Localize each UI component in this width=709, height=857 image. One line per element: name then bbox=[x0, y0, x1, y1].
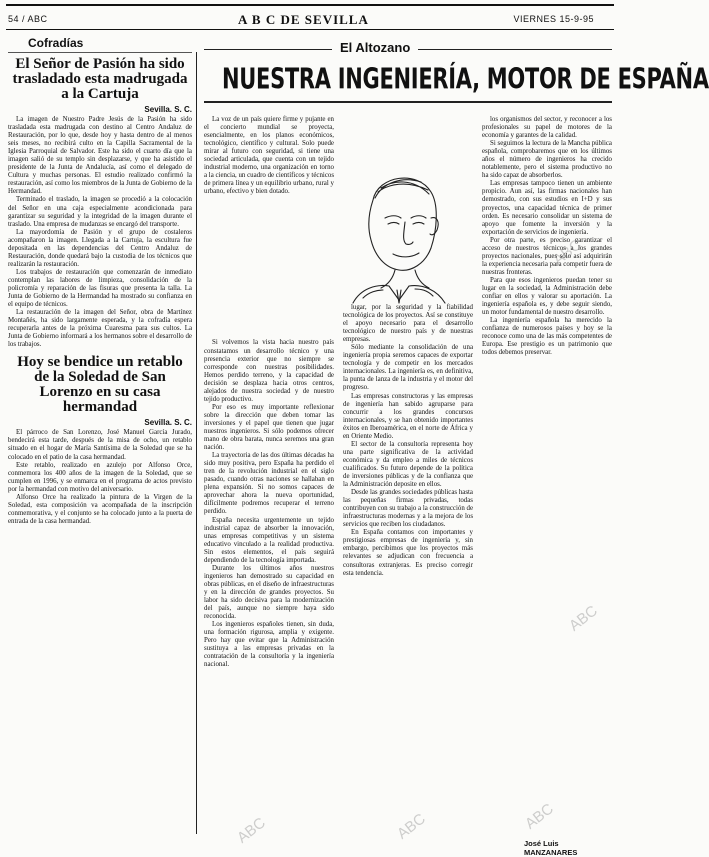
page-header bbox=[8, 12, 612, 26]
headline-rule bbox=[204, 101, 612, 103]
column-paragraph: Desde las grandes sociedades públicas hasta las pequeñas firmas privadas, todas contribuyen con su trabajo a la construcción de infraestructuras modernas y a la mejora de los servicios que reciben los ciudadanos. bbox=[343, 489, 473, 529]
column-paragraph: España necesita urgentemente un tejido industrial capaz de absorber la innovación, unas empresas competitivas y un sistema educativo vinculado a la realidad productiva. Sin estos elementos, el país seguirá dependiendo de la tecnología importada. bbox=[204, 516, 334, 564]
issue-date: VIERNES 15-9-95 bbox=[513, 14, 594, 24]
article1-headline: El Señor de Pasión ha sido trasladado esta madrugada a la Cartuja bbox=[12, 56, 188, 102]
column-paragraph: Sólo mediante la consolidación de una ingeniería propia seremos capaces de exportar tecnología y de competir en los mercados internacionales. La ingeniería es, en definitiva, la punta de lanza de la industria y el motor del progreso. bbox=[343, 344, 473, 392]
article1-body bbox=[8, 116, 192, 349]
column-paragraph: La trayectoria de las dos últimas décadas ha sido muy positiva, pero España ha perdido el tren de la revolución industrial en el siglo pasado, cuando otras naciones se hallaban en plena expansión. Si no somos capaces de aprovechar ahora la nueva oportunidad, difícilmente podremos recuperar el terreno perdido. bbox=[204, 452, 334, 516]
watermark-stamp: ABC bbox=[550, 236, 585, 269]
article2-headline: Hoy se bendice un retablo de la Soledad de San Lorenzo en su casa hermandad bbox=[17, 354, 183, 416]
article1-paragraph: La imagen de Nuestro Padre Jesús de la Pasión ha sido trasladada esta madrugada con destino al Centro Andaluz de Restauración, por lo que, desde hoy y hasta dentro de al menos seis meses, no recibirá culto en la Capilla Sacramental de la Iglesia Parroquial de Salvador. Este ha sido el cuarto día que la imagen salió de su templo sin desplazarse, y que ha asistido el presidente de la Junta de Andalucía, así como el delegado de Cultura y muchas personas. El estudio realizado confirmó la restauración, así como los miembros de la Junta de Gobierno de la Hermandad. bbox=[8, 116, 192, 196]
article1-byline: Sevilla. S. C. bbox=[144, 105, 192, 114]
author-signature: José Luis MANZANARES bbox=[524, 839, 578, 857]
section-rule bbox=[8, 52, 192, 53]
left-column bbox=[8, 36, 192, 526]
column-paragraph: lugar, por la seguridad y la fiabilidad tecnológica de los proyectos. Así se constituye el apoyo necesario para el desarrollo tecnológico de nuestro país y de nuestras empresas. bbox=[343, 304, 473, 344]
column-paragraph: Las empresas constructoras y las empresas de ingeniería han sabido agruparse para concurrir a los grandes concursos internacionales, y se han obtenido importantes éxitos en Iberoamérica, en el norte de África y en Oriente Medio. bbox=[343, 392, 473, 440]
top-rule bbox=[6, 4, 614, 6]
column-kicker: El Altozano bbox=[332, 40, 418, 55]
article2-byline: Sevilla. S. C. bbox=[144, 418, 192, 428]
header-rule bbox=[6, 29, 614, 30]
column-paragraph: los organismos del sector, y reconocer a los profesionales su papel de motores de la economía y garantes de la calidad. bbox=[482, 116, 612, 140]
column-paragraph: Si seguimos la lectura de la Mancha pública española, comprobaremos que en los últimos años el número de ingenieros ha crecido notablemente, pero el sistema productivo no ha sido capaz de absorberlos. bbox=[482, 140, 612, 180]
opinion-column-3 bbox=[482, 116, 612, 357]
newspaper-section-title: A B C DE SEVILLA bbox=[238, 12, 369, 27]
column-paragraph: Las empresas tampoco tienen un ambiente propicio. Aun así, las firmas nacionales han demostrado, con sus estudios en I+D y sus proyectos, una capacidad técnica de primer orden. Es necesario consolidar un sistema de apoyo que fomente la inversión y la exportación de servicios de ingeniería. bbox=[482, 180, 612, 236]
watermark-stamp: ABC bbox=[394, 810, 429, 843]
column-paragraph: Por otra parte, es preciso garantizar el acceso de nuestros técnicos a los grandes proyectos nacionales, pues sólo así adquirirán la experiencia necesaria para competir fuera de nuestras fronteras. bbox=[482, 236, 612, 276]
watermark-stamp: ABC bbox=[234, 814, 269, 847]
main-headline: NUESTRA INGENIERÍA, MOTOR DE ESPAÑA bbox=[222, 63, 709, 96]
article1-paragraph: La mayordomía de Pasión y el grupo de costaleros acompañaron la imagen. Llegada a la Cartuja, la escultura fue depositada en las dependencias del Centro Andaluz de Restauración, donde quedará bajo la custodia de los técnicos que realizarán la restauración. bbox=[8, 228, 192, 268]
column-divider bbox=[196, 52, 197, 834]
page-number: 54 / ABC bbox=[8, 14, 48, 24]
opinion-column-1 bbox=[204, 116, 334, 669]
article1-paragraph: Terminado el traslado, la imagen se procedió a la colocación del Señor en una caja especialmente acondicionada para garantizar su seguridad y la integridad de la imagen durante el traslado. Una empresa de mudanzas se encargó del transporte. bbox=[8, 196, 192, 228]
article2-body bbox=[8, 429, 192, 526]
column-paragraph: Para que esos ingenieros puedan tener su lugar en la sociedad, la Administración debe confiar en ellos y valorar su aportación. La ingeniería española es, y debe seguir siendo, un motor fundamental de nuestro desarrollo. bbox=[482, 276, 612, 317]
portrait-spacer bbox=[204, 196, 334, 339]
column-paragraph: Durante los últimos años nuestros ingenieros han demostrado su capacidad en obras públicas, en el diseño de infraestructuras y en la dirección de grandes proyectos. Su labor ha sido decisiva para la modernización del país, aunque no siempre haya sido reconocida. bbox=[204, 564, 334, 621]
kicker-bar bbox=[204, 40, 612, 60]
watermark-stamp: ABC bbox=[522, 800, 557, 833]
article2-paragraph: Este retablo, realizado en azulejo por Alfonso Orce, conmemora los 400 años de la imagen de la Soledad, que se cumplen en 1996, y se enmarca en el programa de actos previsto por la hermandad con motivo del aniversario. bbox=[8, 461, 192, 493]
column-paragraph: La voz de un país quiere firme y pujante en el concierto mundial se proyecta, esencialmente, en los planos económicos, tecnológico, científico y cultural. Solo puede mirar al futuro con seguridad, si tiene una sociedad articulada, que cuenta con un tejido industrial moderno, una organización en torno a la ciencia, un cuadro de científicos y técnicos de primera línea y un equilibrio urbano, rural y urbano, efectivo y bien dotado. bbox=[204, 116, 334, 196]
article2-paragraph: El párroco de San Lorenzo, José Manuel García Jurado, bendecirá esta tarde, después de la misa de ocho, un retablo situado en el hogar de María Santísima de la Soledad que se ha colocado en el patio de la casa hermandad. bbox=[8, 429, 192, 461]
column-paragraph: En España contamos con importantes y prestigiosas empresas de ingeniería y, sin embargo, percibimos que los proyectos más relevantes se adjudican con frecuencia a consultoras extranjeras. Es preciso corregir esta tendencia. bbox=[343, 529, 473, 577]
watermark-stamp: ABC bbox=[566, 602, 601, 635]
column-paragraph: Los ingenieros españoles tienen, sin duda, una formación rigurosa, amplia y exigente. Pero hay que evitar que la Administración sustituya a las empresas privadas en la contratación de la consultoría y la ingeniería nacional. bbox=[204, 621, 334, 669]
section-label: Cofradías bbox=[28, 36, 84, 50]
column-paragraph: Por eso es muy importante reflexionar sobre la dirección que deben tomar las inversiones y el papel que tienen que jugar nuestros ingenieros. Si sólo podemos ofrecer mano de obra barata, nunca seremos una gran nación. bbox=[204, 403, 334, 452]
article2-paragraph: Alfonso Orce ha realizado la pintura de la Virgen de la Soledad, esta composición va acompañada de la inscripción conmemorativa, y el conjunto se ha colocado junto a la puerta de entrada de la casa hermandad. bbox=[8, 493, 192, 525]
column-paragraph: Si volvemos la vista hacia nuestro país constatamos un desarrollo técnico y una presencia exterior que no siempre se corresponde con nuestras posibilidades. Hemos perdido terreno, y la capacidad de decisión se desplaza hacia otros centros, alejados de nuestra sociedad y de nuestro tejido productivo. bbox=[204, 339, 334, 403]
author-portrait-sketch bbox=[333, 160, 463, 303]
column-paragraph: La ingeniería española ha merecido la confianza de numerosos países y hoy se la reconoce como una de las más competentes de Europa. Ese prestigio es un patrimonio que todos debemos preservar. bbox=[482, 317, 612, 357]
article1-paragraph: La restauración de la imagen del Señor, obra de Martínez Montañés, ha sido largamente esperada, y la cofradía espera recuperarla antes de la próxima Cuaresma para sus cultos. La Junta de Gobierno informará a los hermanos sobre el desarrollo de los trabajos. bbox=[8, 309, 192, 349]
column-paragraph: El sector de la consultoría representa hoy una parte significativa de la actividad económica y da empleo a miles de técnicos cualificados. Su futuro depende de la política de inversiones públicas y de la confianza que la Administración deposite en ellos. bbox=[343, 440, 473, 489]
article1-paragraph: Los trabajos de restauración que comenzarán de inmediato contemplan las labores de limpieza, consolidación de la policromía y reparación de las fisuras que presenta la talla. La Junta de Gobierno de la Hermandad ha mostrado su confianza en el equipo de técnicos. bbox=[8, 268, 192, 309]
